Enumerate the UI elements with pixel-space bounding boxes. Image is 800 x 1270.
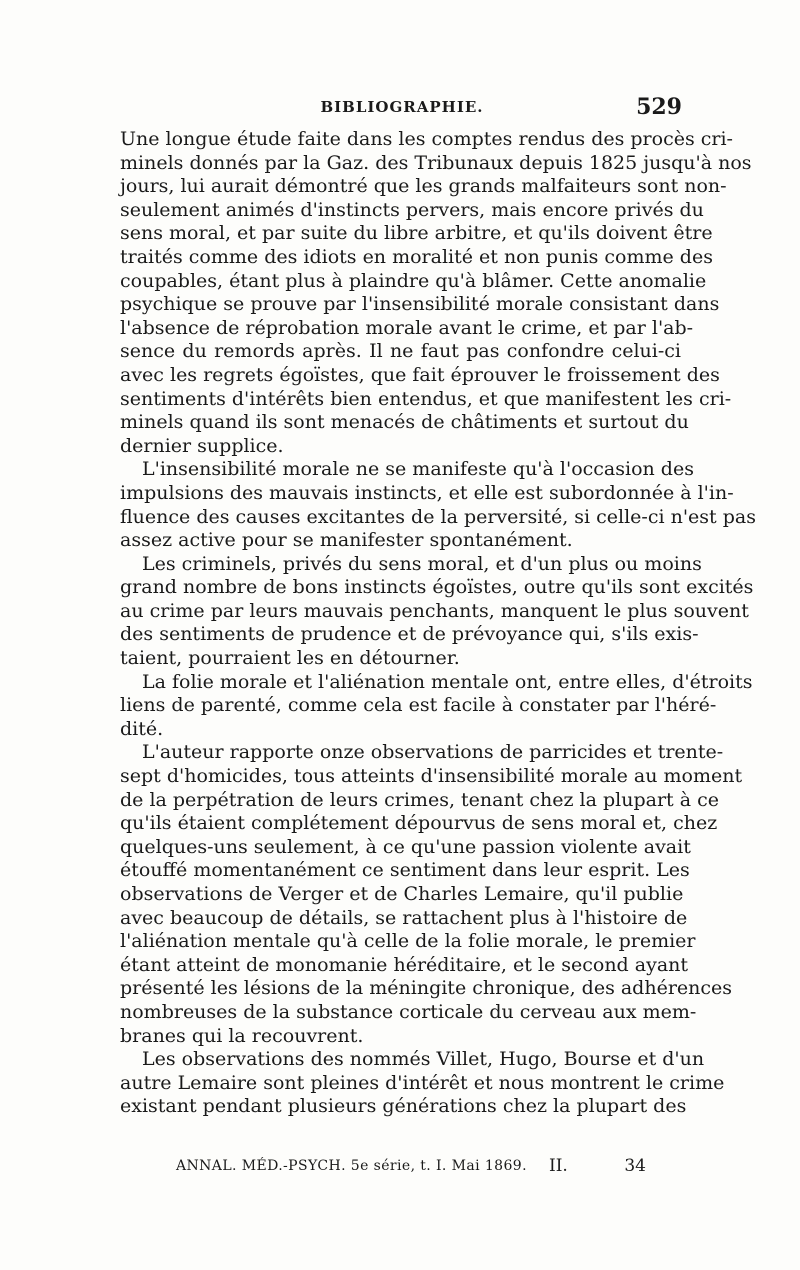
page-number: 529	[636, 94, 682, 120]
text-line: traités comme des idiots en moralité et non punis comme des	[120, 245, 713, 268]
text-line: L'insensibilité morale ne se manifeste qu'à l'occasion des	[142, 458, 694, 481]
text-line: dité.	[120, 717, 164, 740]
text-line: minels donnés par la Gaz. des Tribunaux depuis 1825 jusqu'à nos	[120, 151, 752, 174]
text-line: sence du remords après. Il ne faut pas confondre celui-ci	[120, 340, 681, 363]
text-line: assez active pour se manifester spontanément.	[120, 529, 573, 552]
text-line: étant atteint de monomanie héréditaire, et le second ayant	[120, 953, 689, 976]
footer	[176, 1156, 646, 1180]
text-line: étouffé momentanément ce sentiment dans leur esprit. Les	[120, 859, 690, 882]
text-line: L'auteur rapporte onze observations de parricides et trente-	[142, 741, 724, 764]
text-line: minels quand ils sont menacés de châtiments et surtout du	[120, 411, 689, 434]
printer-signature: II.	[549, 1156, 568, 1176]
text-line: sens moral, et par suite du libre arbitre, et qu'ils doivent être	[120, 222, 713, 245]
text-line: observations de Verger et de Charles Lemaire, qu'il publie	[120, 883, 684, 905]
text-line: de la perpétration de leurs crimes, tenant chez la plupart à ce	[120, 788, 719, 811]
text-line: dernier supplice.	[120, 434, 284, 457]
text-line: La folie morale et l'aliénation mentale ont, entre elles, d'étroits	[142, 670, 753, 693]
text-line: des sentiments de prudence et de prévoyance qui, s'ils exis-	[120, 623, 699, 646]
text-line: autre Lemaire sont pleines d'intérêt et nous montrent le crime	[120, 1071, 725, 1094]
text-line: seulement animés d'instincts pervers, mais encore privés du	[120, 198, 704, 221]
text-line: Les observations des nommés Villet, Hugo, Bourse et d'un	[142, 1048, 705, 1071]
footer-citation: ANNAL. MÉD.-PSYCH. 5e série, t. I. Mai 1869.	[176, 1158, 527, 1174]
body-text	[120, 128, 756, 1119]
text-line: existant pendant plusieurs générations chez la plupart des	[120, 1095, 687, 1118]
text-line: l'absence de réprobation morale avant le crime, et par l'ab-	[120, 316, 694, 339]
text-line: avec beaucoup de détails, se rattachent plus à l'histoire de	[120, 906, 688, 929]
text-line: impulsions des mauvais instincts, et elle est subordonnée à l'in-	[120, 481, 734, 504]
text-line: Une longue étude faite dans les comptes rendus des procès cri-	[120, 128, 733, 150]
running-head	[122, 94, 682, 124]
text-line: grand nombre de bons instincts égoïstes, outre qu'ils sont excités	[120, 576, 754, 599]
text-line: sentiments d'intérêts bien entendus, et que manifestent les cri-	[120, 387, 732, 410]
running-title: BIBLIOGRAPHIE.	[320, 98, 484, 116]
text-line: coupables, étant plus à plaindre qu'à blâmer. Cette anomalie	[120, 269, 707, 292]
text-line: qu'ils étaient complétement dépourvus de sens moral et, chez	[120, 812, 718, 835]
text-line: liens de parenté, comme cela est facile à constater par l'héré-	[120, 694, 717, 717]
text-line: taient, pourraient les en détourner.	[120, 647, 460, 670]
text-line: quelques-uns seulement, à ce qu'une passion violente avait	[120, 835, 691, 858]
text-line: l'aliénation mentale qu'à celle de la folie morale, le premier	[120, 930, 696, 953]
text-line: psychique se prouve par l'insensibilité morale consistant dans	[120, 293, 720, 316]
text-line: fluence des causes excitantes de la perversité, si celle-ci n'est pas	[120, 505, 756, 528]
sheet-number: 34	[624, 1156, 646, 1176]
text-line: branes qui la recouvrent.	[120, 1024, 364, 1047]
text-line: au crime par leurs mauvais penchants, manquent le plus souvent	[120, 599, 749, 622]
text-line: jours, lui aurait démontré que les grands malfaiteurs sont non-	[120, 175, 727, 198]
text-line: Les criminels, privés du sens moral, et d'un plus ou moins	[142, 552, 702, 575]
text-line: sept d'homicides, tous atteints d'insensibilité morale au moment	[120, 765, 743, 788]
text-line: présenté les lésions de la méningite chronique, des adhérences	[120, 977, 733, 1000]
text-line: nombreuses de la substance corticale du cerveau aux mem-	[120, 1000, 697, 1023]
text-line: avec les regrets égoïstes, que fait éprouver le froissement des	[120, 363, 720, 386]
